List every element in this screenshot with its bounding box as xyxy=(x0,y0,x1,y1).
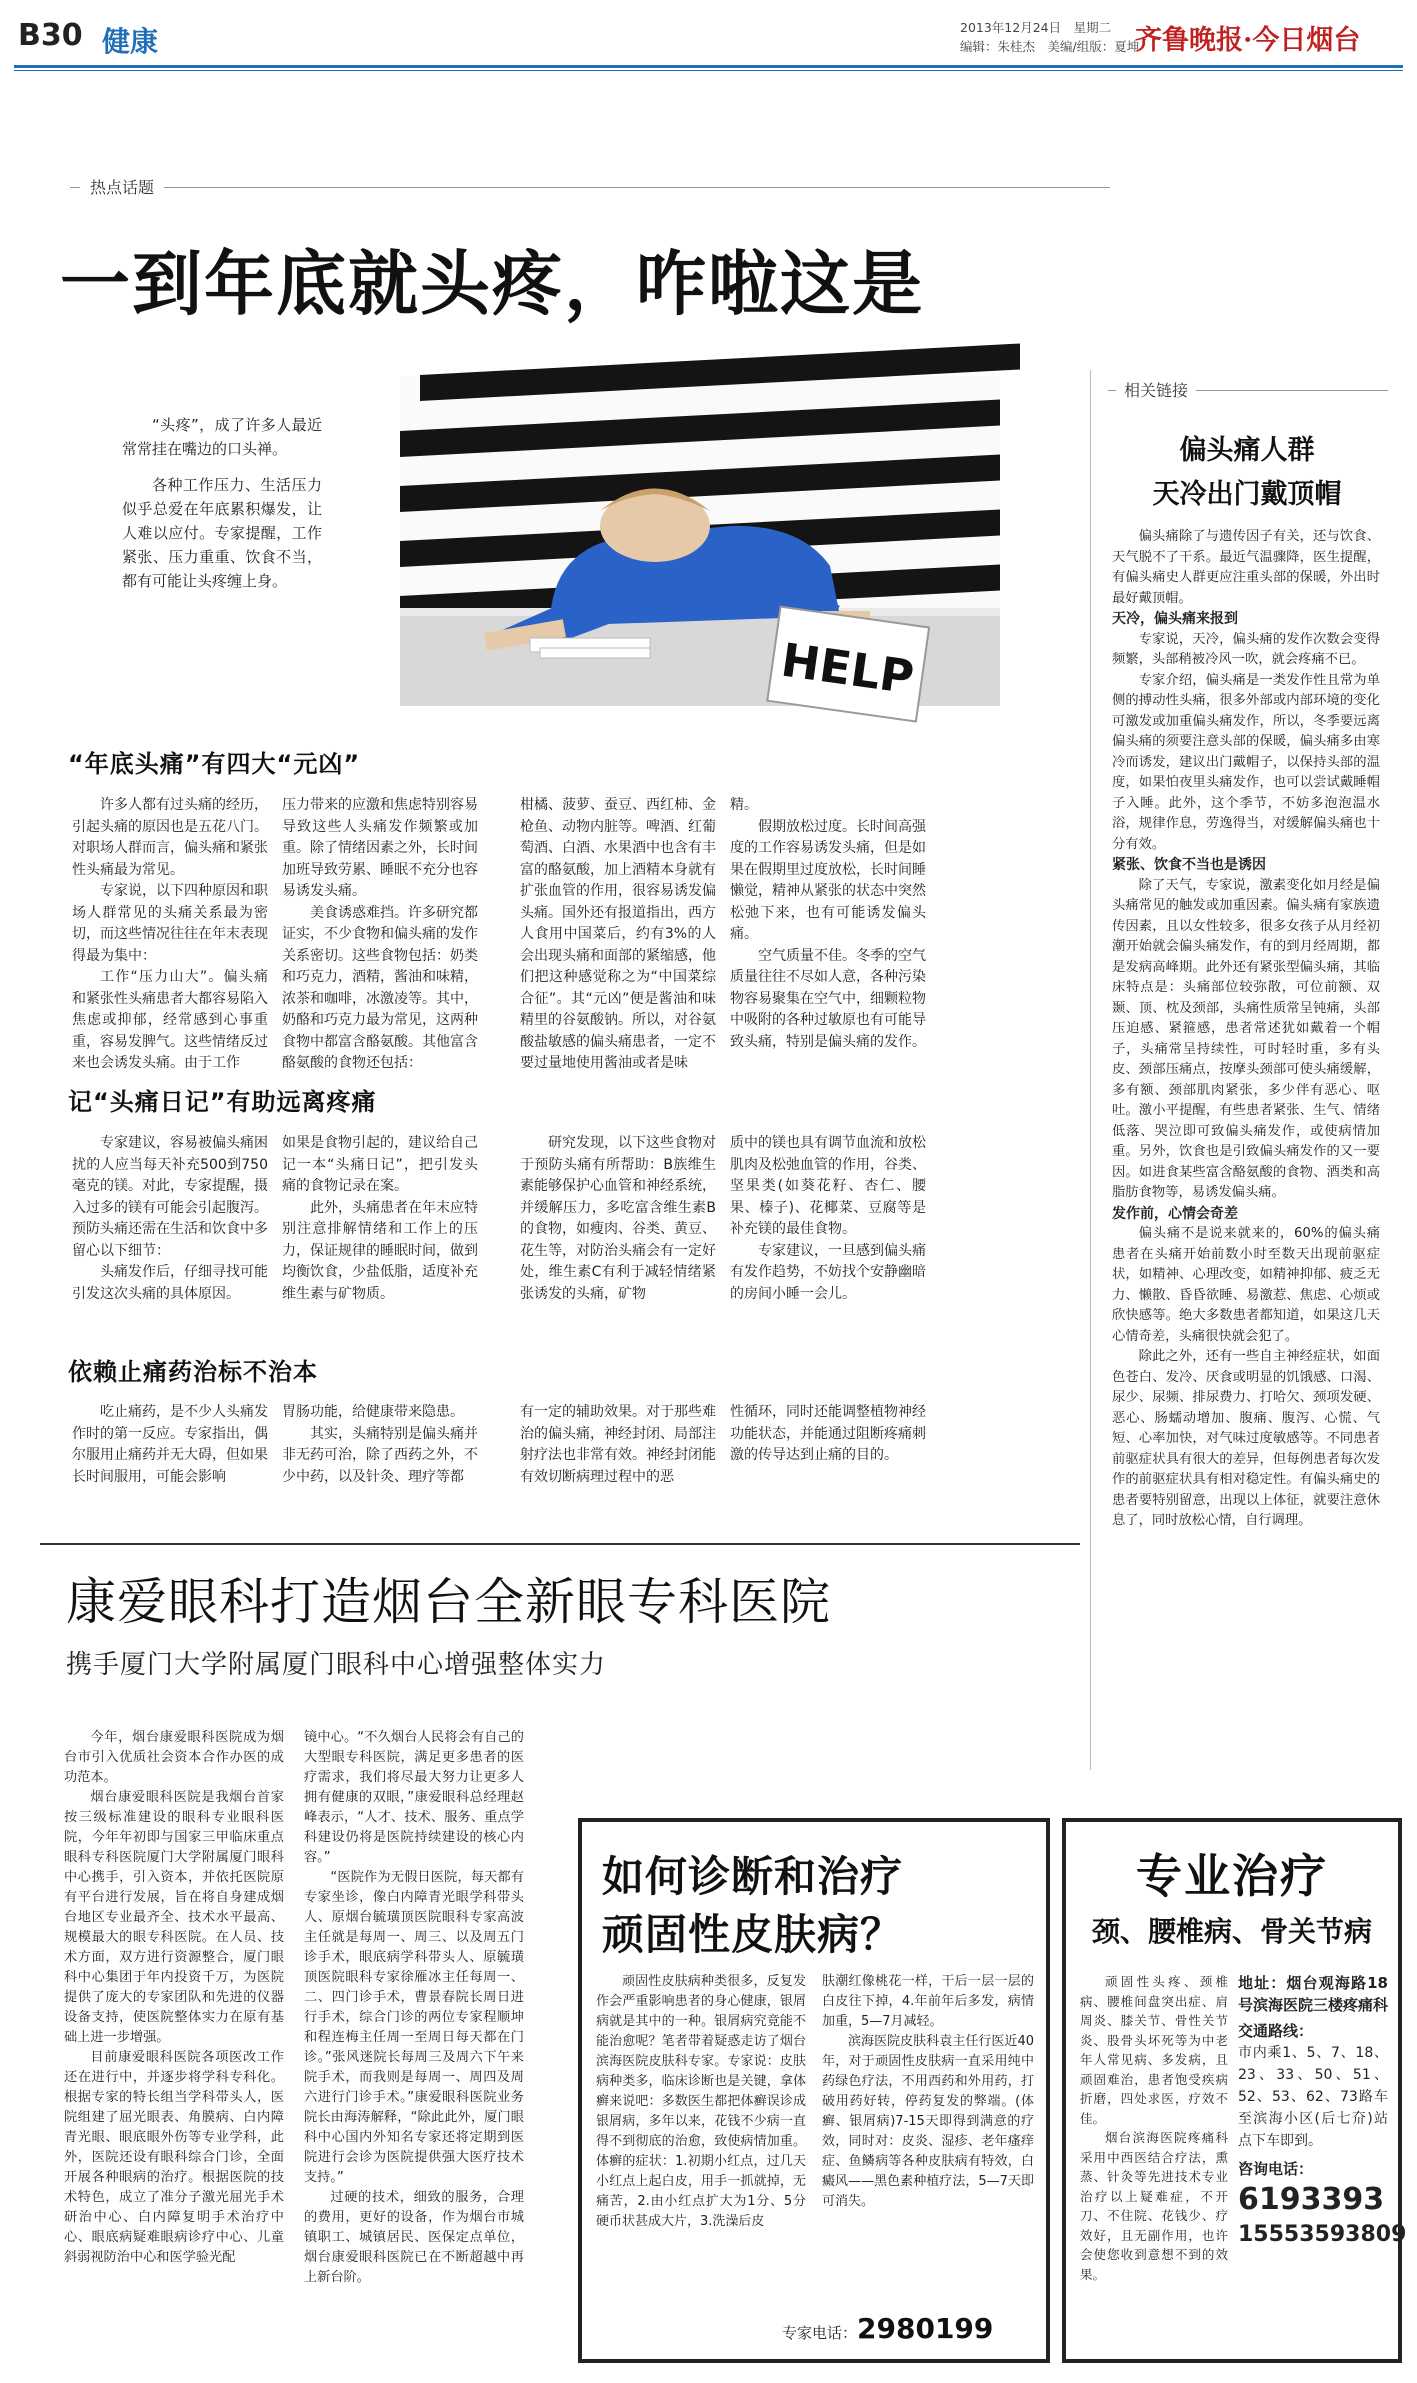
sec3-col-4 xyxy=(730,1402,926,1470)
paragraph: 柑橘、菠萝、蚕豆、西红柿、金枪鱼、动物内脏等。啤酒、红葡萄酒、白酒、水果酒中也含有丰富的酪氨酸，加上酒精本身就有扩张血管的作用，很容易诱发偏头痛。国外还有报道指出，西方人食用中国菜后，约有3%的人会出现头痛和面部的紧缩感，他们把这种感觉称之为“中国菜综合征”。其“元凶”便是酱油和味精里的谷氨酸钠。所以，对谷氨酸盐敏感的偏头痛患者，一定不要过量地使用酱油或者是味 xyxy=(520,797,716,1071)
paragraph: 美食诱惑难挡。许多研究都证实，不少食物和偏头痛的发作关系密切。这些食物包括：奶类和巧克力，酒精，酱油和味精，浓茶和咖啡，冰激凌等。其中，奶酪和巧克力最为常见，这两种食物中都富含酪氨酸。其他富含酪氨酸的食物还包括： xyxy=(282,904,478,1071)
paragraph: 工作“压力山大”。偏头痛和紧张性头痛患者大都容易陷入焦虑或抑郁，经常感到心事重重，容易发脾气。这些情绪反过来也会诱发头痛。由于工作 xyxy=(72,969,268,1071)
sec2-col-2 xyxy=(282,1133,478,1323)
sec1-col-2 xyxy=(282,795,478,1071)
subheading: 紧张、饮食不当也是诱因 xyxy=(1112,857,1266,873)
paragraph: 胃肠功能，给健康带来隐患。 xyxy=(282,1404,464,1420)
spine-ad-body xyxy=(1080,1972,1228,2352)
page-header xyxy=(0,0,1417,62)
sidebar-title-1: 偏头痛人群 xyxy=(1179,435,1315,466)
paragraph: 顽固性头疼、颈椎病、腰椎间盘突出症、肩周炎、膝关节、骨性关节炎、股骨头坏死等为中老年人常见病、多发病，且顽固难治，患者饱受疾病折磨，四处求医，疗效不佳。 xyxy=(1080,1974,1228,2126)
paragraph: 研究发现，以下这些食物对于预防头痛有所帮助：B族维生素能够保护心血管和神经系统，并缓解压力，多吃富含维生素B的食物，如瘦肉、谷类、黄豆、花生等，对防治头痛会有一定好处，维生素C有利于减轻情绪紧张诱发的头痛，矿物 xyxy=(520,1135,716,1302)
help-sign-text: HELP xyxy=(777,632,918,705)
address xyxy=(1238,1972,1388,2016)
paragraph: 性循环，同时还能调整植物神经功能状态，并能通过阻断疼痛刺激的传导达到止痛的目的。 xyxy=(730,1404,926,1463)
skin-ad xyxy=(578,1818,1050,2363)
paragraph: 专家建议，一旦感到偏头痛有发作趋势，不妨找个安静幽暗的房间小睡一会儿。 xyxy=(730,1242,926,1302)
paragraph: 精。 xyxy=(730,797,758,813)
paragraph: 吃止痛药，是不少人头痛发作时的第一反应。专家指出，偶尔服用止痛药并无大碍，但如果长时间服用，可能会影响 xyxy=(72,1404,268,1485)
hotline-number: 2980199 xyxy=(857,2312,994,2345)
paragraph: 空气质量不佳。冬季的空气质量往往不尽如人意，各种污染物容易聚集在空气中，细颗粒物中吸附的各种过敏原也有可能导致头痛，特别是偏头痛的发作。 xyxy=(730,947,926,1050)
spine-ad xyxy=(1062,1818,1407,2363)
section-heading-1: “年底头痛”有四大“元凶” xyxy=(68,750,361,778)
kangai-headline: 康爱眼科打造烟台全新眼专科医院 xyxy=(66,1573,831,1631)
intro-para: 各种工作压力、生活压力似乎总爱在年底累积爆发，让人难以应付。专家提醒，工作紧张、压力重重、饮食不当，都有可能让头疼缠上身。 xyxy=(122,476,322,590)
paragraph: 除此之外，还有一些自主神经症状，如面色苍白、发冷、厌食或明显的饥饿感、口渴、尿少、尿频、排尿费力、打哈欠、颈项发硬、恶心、肠蠕动增加、腹痛、腹泻、心慌、气短、心率加快，对气味过度敏感等。不同患者前驱症状具有很大的差异，但每例患者每次发作的前驱症状具有相对稳定性。有偏头痛史的患者要特别留意，出现以上体征，就要注意休息了，同时放松心情，自行调理。 xyxy=(1112,1349,1380,1528)
paragraph: 目前康爱眼科医院各项医改工作还在进行中，并逐步将学科专科化。根据专家的特长组当学科带头人，医院组建了屈光眼表、角膜病、白内障青光眼、眼底眼外伤等专业学科，此外，医院还设有眼科综合门诊，全面开展各种眼病的治疗。根据医院的技术特色，成立了准分子激光屈光手术研治中心、白内障复明手术治疗中心、眼底病疑难眼病诊疗中心、儿童斜弱视防治中心和医学验光配 xyxy=(64,2050,284,2265)
paragraph: “医院作为无假日医院，每天都有专家坐诊，像白内障青光眼学科带头人、原烟台毓璜顶医院眼科专家高波主任就是每周一、周三、以及周五门诊手术，眼底病学科带头人、原毓璜顶医院眼科专家徐雁冰主任每周一、二、四门诊手术，曹景春院长周日进行手术，综合门诊的两位专家程顺坤和程连梅主任周一至周日每天都在门诊。”张风迷院长每周三及周六下午来院手术，而我则是每周一、周四及周六进行门诊手术。”康爱眼科医院业务院长由海涛解释，“除此此外，厦门眼科中心国内外知名专家还将定期到医院进行会诊为医院提供强大医疗技术支持。” xyxy=(304,1870,524,2185)
paragraph: 偏头痛不是说来就来的，60%的偏头痛患者在头痛开始前数小时至数天出现前驱症状，如精神、心理改变，如精神抑郁、疲乏无力、懒散、昏昏欲睡、易激惹、焦虑、心烦或欣快感等。绝大多数患者都知道，如果这几天心情奇差，头痛很快就会犯了。 xyxy=(1112,1226,1380,1344)
page-number: B30 xyxy=(18,18,83,53)
sec1-col-1 xyxy=(72,795,268,1071)
paragraph: 专家说，以下四种原因和职场人群常见的头痛关系最为密切，而这些情况往往在年末表现得最为集中： xyxy=(72,883,268,964)
subheading: 发作前，心情会奇差 xyxy=(1112,1205,1238,1222)
phone-label: 咨询电话： xyxy=(1238,2160,1314,2178)
paragraph: 今年，烟台康爱眼科医院成为烟台市引入优质社会资本合作办医的成功范本。 xyxy=(64,1730,284,1785)
phone-number-2: 15553593809 xyxy=(1238,2222,1407,2247)
paragraph: 偏头痛除了与遗传因子有关，还与饮食、天气脱不了干系。最近气温骤降，医生提醒，有偏头痛史人群更应注重头部的保暖，外出时最好戴顶帽。 xyxy=(1112,529,1380,606)
tired-worker-illustration xyxy=(400,376,1000,706)
subheading: 天冷，偏头痛来报到 xyxy=(1112,611,1238,627)
paragraph: 压力带来的应激和焦虑特别容易导致这些人头痛发作频繁或加重。除了情绪因素之外，长时间加班导致劳累、睡眠不充分也容易诱发头痛。 xyxy=(282,797,478,899)
kangai-col-1 xyxy=(64,1728,284,2373)
address-value: 烟台观海路18号滨海医院三楼疼痛科 xyxy=(1238,1974,1389,2014)
route-label: 交通路线： xyxy=(1238,2022,1314,2040)
paragraph: 顽固性皮肤病种类很多，反复发作会严重影响患者的身心健康，银屑病就是其中的一种。银屑病究竟能不能治愈呢？笔者带着疑惑走访了烟台滨海医院皮肤科专家。专家说：皮肤病种类多，临床诊断也是关键，拿体癣来说吧：多数医生都把体癣误诊成银屑病，多年以来，花钱不少病一直得不到彻底的治愈，致使病情加重。体癣的症状：1.初期小红点，过几天小红点上起白皮，用手一抓就掉，无痛苦，2.由小红点扩大为1分、5分硬币状甚成大片，3.洗澡后皮 xyxy=(596,1974,806,2229)
sec2-col-3 xyxy=(520,1133,716,1323)
intro-para: “头疼”，成了许多人最近常常挂在嘴边的口头禅。 xyxy=(122,416,322,458)
sidebar-body xyxy=(1112,527,1380,1757)
paragraph: 烟台滨海医院疼痛科采用中西医结合疗法，熏蒸、针灸等先进技术专业治疗以上疑难症，不开刀、不住院、花钱少、疗效好，且无副作用，也许会使您收到意想不到的效果。 xyxy=(1080,2130,1228,2282)
skin-ad-title-1: 如何诊断和治疗 xyxy=(602,1852,904,1901)
sec1-col-4 xyxy=(730,795,926,1050)
section-name: 健康 xyxy=(102,25,159,58)
feature-photo xyxy=(400,376,1000,706)
spine-ad-title-2: 颈、腰椎病、骨关节病 xyxy=(1091,1915,1372,1948)
paragraph: 肤潮红像桃花一样，干后一层一层的白皮往下掉，4.年前年后多发，病情加重，5—7月减轻。 xyxy=(822,1974,1034,2029)
paragraph: 专家建议，容易被偏头痛困扰的人应当每天补充500到750毫克的镁。对此，专家提醒，摄入过多的镁有可能会引起腹泻。预防头痛还需在生活和饮食中多留心以下细节： xyxy=(72,1135,268,1259)
header-rule-thin xyxy=(14,70,1403,71)
paragraph: 过硬的技术，细致的服务，合理的费用，更好的设备，作为烟台市城镇职工、城镇居民、医保定点单位，烟台康爱眼科医院已在不断超越中再上新台阶。 xyxy=(304,2190,524,2285)
sidebar-title-2: 天冷出门戴顶帽 xyxy=(1152,479,1342,510)
section-heading-3: 依赖止痛药治标不治本 xyxy=(68,1358,318,1386)
editor-line: 编辑：朱桂杰 美编/组版：夏坤 xyxy=(960,39,1140,54)
header-rule xyxy=(14,65,1403,68)
sec1-col-3 xyxy=(520,795,716,1071)
kangai-subhead: 携手厦门大学附属厦门眼科中心增强整体实力 xyxy=(66,1650,607,1680)
paragraph: 其实，头痛特别是偏头痛并非无药可治，除了西药之外，不少中药，以及针灸、理疗等都 xyxy=(282,1425,478,1485)
kicker-rule xyxy=(70,187,1110,188)
kicker-label: 热点话题 xyxy=(80,175,164,198)
sec2-col-4 xyxy=(730,1133,926,1323)
skin-ad-col-2 xyxy=(822,1972,1034,2302)
paragraph: 专家介绍，偏头痛是一类发作性且常为单侧的搏动性头痛，很多外部或内部环境的变化可激发或加重偏头痛发作，所以，冬季要远离偏头痛的须要注意头部的保暖，偏头痛多由寒冷而诱发，建议出门戴帽子，以保持头部的温度，如果怕夜里头痛发作，也可以尝试戴睡帽子入睡。此外，这个季节，不妨多泡泡温水浴，规律作息，劳逸得当，对缓解偏头痛也十分有效。 xyxy=(1112,672,1380,852)
paragraph: 有一定的辅助效果。对于那些难治的偏头痛，神经封闭、局部注射疗法也非常有效。神经封闭能有效切断病理过程中的恶 xyxy=(520,1404,716,1485)
phone-number-1: 6193393 xyxy=(1238,2182,1385,2217)
feature-headline: 一到年底就头疼，咋啦这是 xyxy=(60,243,924,325)
paragraph: 烟台康爱眼科医院是我烟台首家按三级标准建设的眼科专业眼科医院，今年年初即与国家三甲临床重点眼科专科医院厦门大学附属厦门眼科中心携手，引入资本，并依托医院原有平台进行发展，旨在将自身建成烟台地区专业最齐全、技术水平最高、规模最大的眼专科医院。在人员、技术方面，双方进行资源整合，厦门眼科中心集团于年内投资千万，为医院提供了庞大的专家团队和先进的仪器设备支持，使医院整体实力在原有基础上进一步增强。 xyxy=(64,1790,284,2045)
date-line: 2013年12月24日 星期二 xyxy=(960,20,1112,35)
skin-ad-title-2: 顽固性皮肤病？ xyxy=(602,1910,904,1959)
sec3-col-1 xyxy=(72,1402,268,1485)
article-rule xyxy=(40,1543,1080,1545)
sidebar-divider xyxy=(1090,370,1091,1770)
sec3-col-3 xyxy=(520,1402,716,1485)
paragraph: 许多人都有过头痛的经历，引起头痛的原因也是五花八门。对职场人群而言，偏头痛和紧张性头痛最为常见。 xyxy=(72,797,268,878)
paragraph: 此外，头痛患者在年末应特别注意排解情绪和工作上的压力，保证规律的睡眠时间，做到均衡饮食，少盐低脂，适度补充维生素与矿物质。 xyxy=(282,1199,478,1302)
feature-intro xyxy=(122,413,322,593)
spine-ad-title-1: 专业治疗 xyxy=(1136,1849,1328,1903)
sec3-col-2 xyxy=(282,1402,478,1485)
paragraph: 质中的镁也具有调节血流和放松肌肉及松弛血管的作用，谷类、坚果类(如葵花籽、杏仁、腰果、榛子)、花椰菜、豆腐等是补充镁的最佳食物。 xyxy=(730,1135,926,1237)
sec2-col-1 xyxy=(72,1133,268,1323)
skin-ad-col-1 xyxy=(596,1972,806,2302)
kicker-tag xyxy=(70,175,1110,199)
route-value: 市内乘1、5、7、18、23、33、50、51、52、53、62、73路车至滨海小区(后七夼)站点下车即到。 xyxy=(1238,2045,1388,2149)
paragraph: 假期放松过度。长时间高强度的工作容易诱发头痛，但是如果在假期里过度放松，长时间睡懒觉，精神从紧张的状态中突然松弛下来，也有可能诱发偏头痛。 xyxy=(730,818,926,942)
newspaper-brand: 齐鲁晚报·今日烟台 xyxy=(1135,25,1361,56)
paragraph: 头痛发作后，仔细寻找可能引发这次头痛的具体原因。 xyxy=(72,1264,268,1302)
kangai-col-2 xyxy=(304,1728,524,2373)
kicker-label: 相关链接 xyxy=(1116,378,1196,401)
paragraph: 镜中心。“不久烟台人民将会有自己的大型眼专科医院，满足更多患者的医疗需求，我们将尽最大努力让更多人拥有健康的双眼，”康爱眼科总经理赵峰表示，“人才、技术、服务、重点学科建设仍将是医院持续建设的核心内容。” xyxy=(304,1730,524,1865)
hotline-label: 专家电话： xyxy=(782,2324,858,2342)
paragraph: 如果是食物引起的，建议给自己记一本“头痛日记”，把引发头痛的食物记录在案。 xyxy=(282,1135,478,1194)
paragraph: 专家说，天冷，偏头痛的发作次数会变得频繁，头部稍被冷风一吹，就会疼痛不已。 xyxy=(1112,631,1380,667)
address-label: 地址： xyxy=(1238,1974,1287,1992)
paragraph: 滨海医院皮肤科袁主任行医近40年，对于顽固性皮肤病一直采用纯中药绿色疗法，不用西药和外用药，打破用药好转，停药复发的弊端。(体癣、银屑病)7-15天即得到满意的疗效，同时对：皮炎、湿疹、老年瘙痒症、鱼鳞病等各种皮肤病有特效，白癜风——黑色素种植疗法，5—7天即可消失。 xyxy=(822,2034,1034,2209)
spine-ad-contact xyxy=(1238,1972,1407,2352)
skin-ad-hotline xyxy=(782,2312,993,2345)
section-heading-2: 记“头痛日记”有助远离疼痛 xyxy=(68,1088,377,1116)
paragraph: 除了天气，专家说，激素变化如月经是偏头痛常见的触发或加重因素。偏头痛有家族遗传因素，且以女性较多，很多女孩子从月经初潮开始就会偏头痛发作，有的到月经周期，都是发病高峰期。此外还有紧张型偏头痛，其临床特点是：头痛部位较弥散，可位前额、双颞、顶、枕及颈部，头痛性质常呈钝痛，头部压迫感、紧箍感，患者常述犹如戴着一个帽子，头痛常呈持续性，可时轻时重，多有头皮、颈部压痛点，按摩头颈部可使头痛缓解，多有额、颈部肌肉紧张，多少伴有恶心、呕吐。激小平提醒，有些患者紧张、生气、情绪低落、哭泣即可致偏头痛发作，或使病情加重。另外，饮食也是引致偏头痛发作的又一要因。如进食某些富含酪氨酸的食物、酒类和高脂肪食物等，易诱发偏头痛。 xyxy=(1112,877,1380,1200)
sidebar-kicker xyxy=(1108,378,1388,402)
